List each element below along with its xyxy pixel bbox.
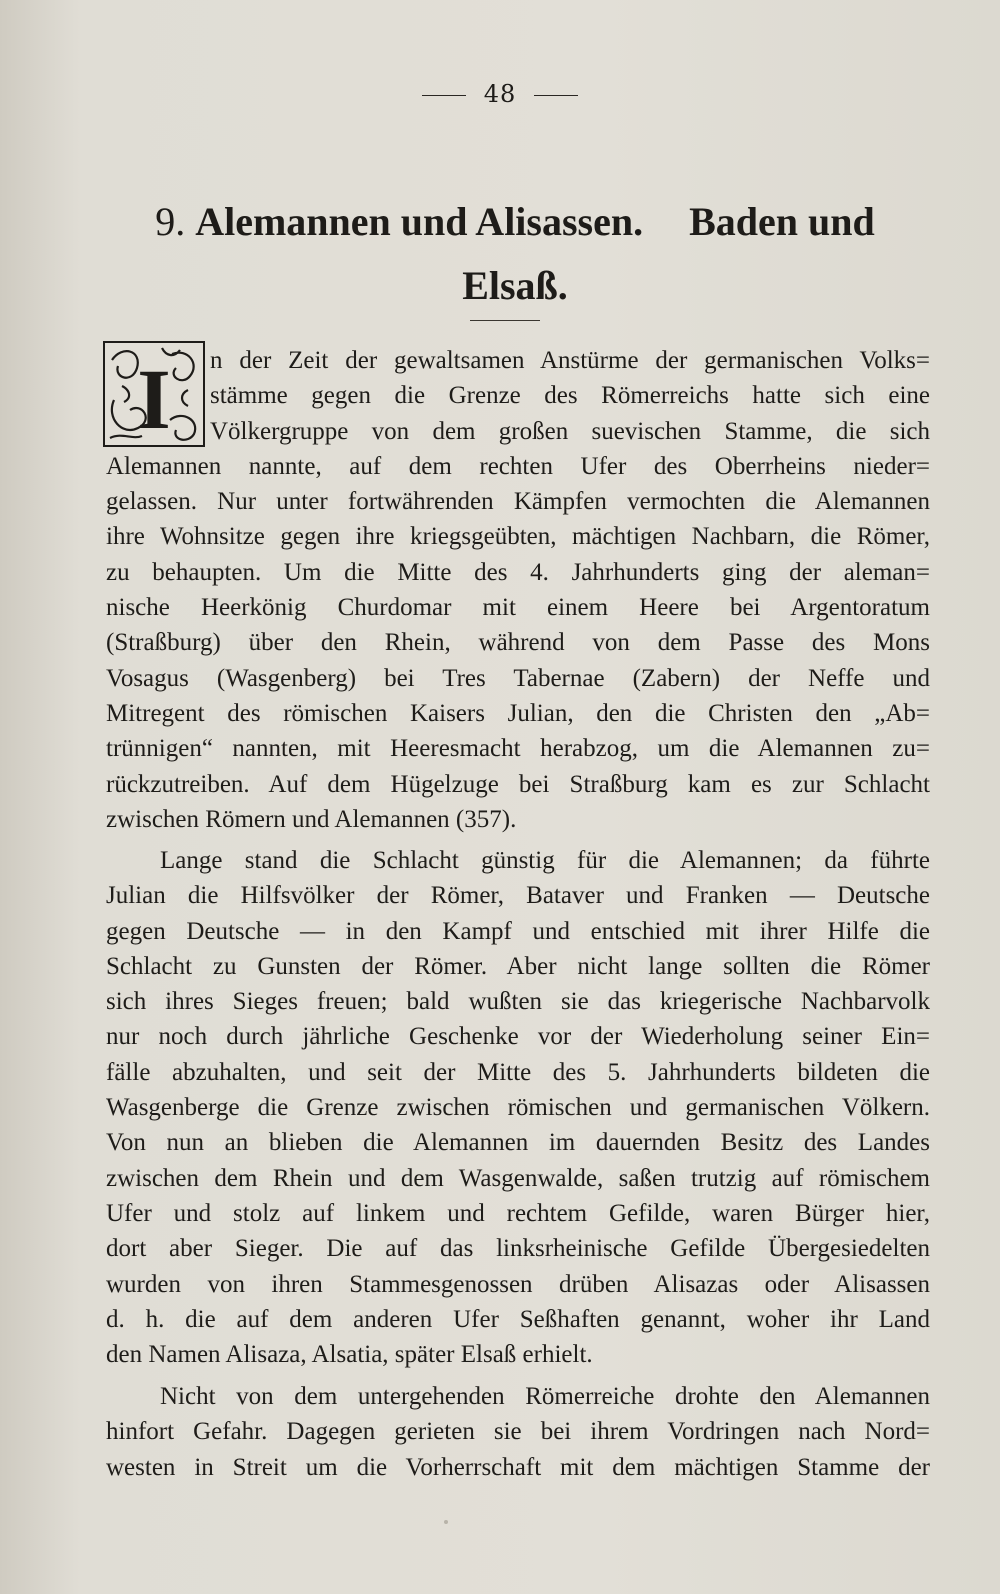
paragraph-3-line: hinfort Gefahr. Dagegen gerieten sie bei ihrem Vordringen nach Nord=: [106, 1418, 930, 1446]
paragraph-1-line: rückzutreiben. Auf dem Hügelzuge bei Straßburg kam es zur Schlacht: [106, 770, 930, 798]
paragraph-3: [106, 1379, 930, 1485]
paragraph-2-line: Ufer und stolz auf linkem und rechtem Gefilde, waren Bürger hier,: [106, 1199, 930, 1227]
paragraph-2-line: Wasgenberge die Grenze zwischen römischen und germanischen Völkern.: [106, 1094, 930, 1122]
paragraph-1-line: nische Heerkönig Churdomar mit einem Heere bei Argentoratum: [106, 594, 930, 622]
paragraph-1-line: gelassen. Nur unter fortwährenden Kämpfen vermochten die Alemannen: [106, 488, 930, 516]
paragraph-2-line: Julian die Hilfsvölker der Römer, Bataver und Franken — Deutsche: [106, 882, 930, 910]
heading-divider: [470, 320, 540, 321]
paragraph-2-line: d. h. die auf dem anderen Ufer Seßhaften genannt, woher ihr Land: [106, 1305, 930, 1333]
paragraph-1-line: Alemannen nannte, auf dem rechten Ufer des Oberrheins nieder=: [106, 452, 930, 480]
paragraph-2-line: gegen Deutsche — in den Kampf und entschied mit ihrer Hilfe die: [106, 917, 930, 945]
paragraph-2-line: Von nun an blieben die Alemannen im dauernden Besitz des Landes: [106, 1129, 930, 1157]
paragraph-1-line: Völkergruppe von dem großen suevischen Stamme, die sich: [210, 417, 930, 445]
paragraph-1-line: (Straßburg) über den Rhein, während von dem Passe des Mons: [106, 629, 930, 657]
paragraph-1-line: stämme gegen die Grenze des Römerreichs hatte sich eine: [210, 382, 930, 410]
page-number: [0, 80, 1000, 108]
paragraph-2-line: dort aber Sieger. Die auf das linksrheinische Gefilde Übergesiedelten: [106, 1235, 930, 1263]
paragraph-1: [106, 343, 930, 837]
paragraph-2-line: fälle abzuhalten, und seit der Mitte des 5. Jahrhunderts bildeten die: [106, 1058, 930, 1086]
paragraph-2-line: Lange stand die Schlacht günstig für die Alemannen; da führte: [160, 847, 930, 874]
paragraph-2-line: zwischen dem Rhein und dem Wasgenwalde, saßen trutzig auf römischem: [106, 1164, 930, 1192]
paper-speck: [444, 1520, 448, 1524]
paragraph-1-line: trünnigen“ nannten, mit Heeresmacht herabzog, um die Alemannen zu=: [106, 735, 930, 763]
paragraph-1-line: Mitregent des römischen Kaisers Julian, den die Christen den „Ab=: [106, 699, 930, 727]
chapter-title-part-2: Baden und: [689, 199, 875, 244]
paragraph-2-line: wurden von ihren Stammesgenossen drüben Alisazas oder Alisassen: [106, 1270, 930, 1298]
paragraph-2-line: nur noch durch jährliche Geschenke vor der Wiederholung seiner Ein=: [106, 1023, 930, 1051]
paragraph-2-line: den Namen Alisaza, Alsatia, später Elsaß erhielt.: [106, 1341, 593, 1369]
paragraph-1-line: zu behaupten. Um die Mitte des 4. Jahrhunderts ging der aleman=: [106, 558, 930, 586]
chapter-title-part-3: Elsaß.: [462, 263, 568, 308]
paragraph-1-line: n der Zeit der gewaltsamen Anstürme der germanischen Volks=: [210, 347, 930, 374]
paragraph-2: [106, 843, 930, 1372]
drop-cap-letter: I: [137, 351, 171, 447]
paragraph-2-line: Schlacht zu Gunsten der Römer. Aber nicht lange sollten die Römer: [106, 952, 930, 980]
page-number-dash-right: [534, 95, 578, 96]
chapter-heading-line-1: [120, 190, 910, 254]
page-number-dash-left: [422, 95, 466, 96]
paragraph-1-line: zwischen Römern und Alemannen (357).: [106, 805, 517, 833]
paragraph-3-line: westen in Streit um die Vorherrschaft mit dem mächtigen Stamme der: [106, 1453, 930, 1481]
paragraph-2-line: sich ihres Sieges freuen; bald wußten sie das kriegerische Nachbarvolk: [106, 988, 930, 1016]
page-number-text: 48: [483, 80, 517, 108]
paragraph-3-line: Nicht von dem untergehenden Römerreiche drohte den Alemannen: [160, 1383, 930, 1410]
paragraph-1-line: Vosagus (Wasgenberg) bei Tres Tabernae (Zabern) der Neffe und: [106, 664, 930, 692]
chapter-title-part-1: Alemannen und Alisassen.: [195, 199, 644, 244]
paragraph-1-line: ihre Wohnsitze gegen ihre kriegsgeübten, mächtigen Nachbarn, die Römer,: [106, 523, 930, 551]
chapter-number: 9.: [155, 199, 186, 244]
chapter-heading: [120, 190, 910, 318]
